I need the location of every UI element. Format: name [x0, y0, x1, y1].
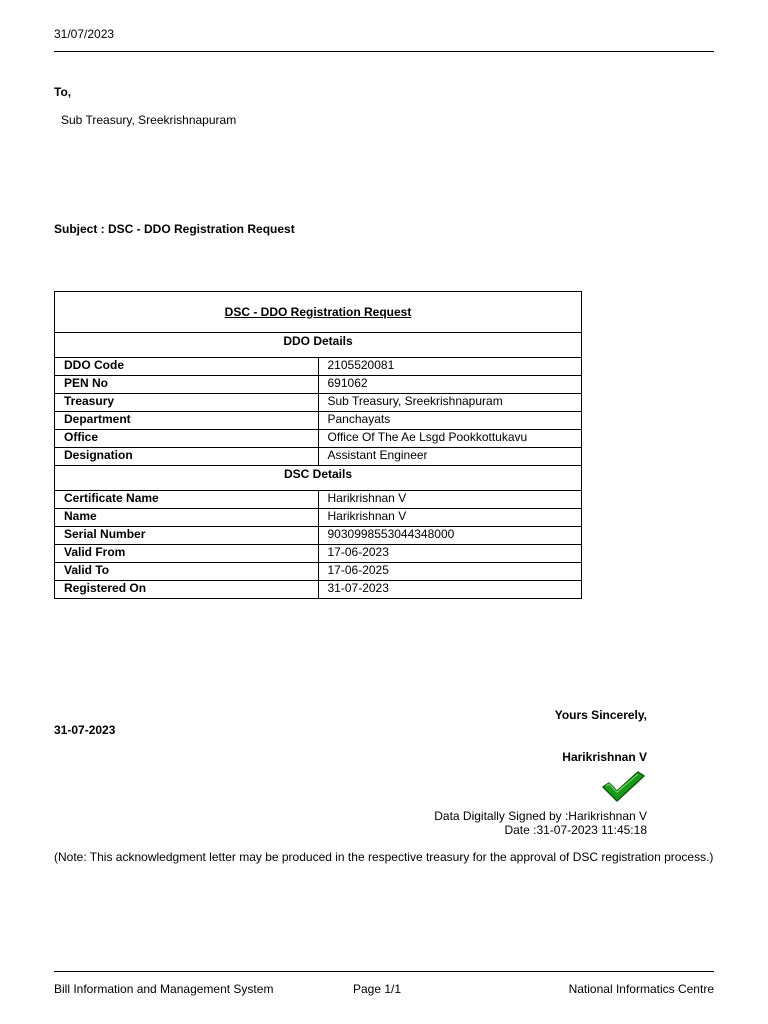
- recipient: Sub Treasury, Sreekrishnapuram: [61, 113, 237, 127]
- signed-date: Date :31-07-2023 11:45:18: [504, 823, 647, 837]
- table-row: [55, 376, 582, 394]
- row-label: Treasury: [55, 394, 319, 412]
- table-row: [55, 581, 582, 599]
- table-row: [55, 394, 582, 412]
- footer-org: National Informatics Centre: [568, 982, 714, 996]
- dsc-section-header: DSC Details: [55, 466, 582, 491]
- row-value: Harikrishnan V: [318, 491, 582, 509]
- row-label: PEN No: [55, 376, 319, 394]
- footer-system: Bill Information and Management System: [54, 982, 274, 996]
- to-label: To,: [54, 85, 72, 99]
- row-label: Valid From: [55, 545, 319, 563]
- row-label: Registered On: [55, 581, 319, 599]
- header-divider: [54, 51, 714, 52]
- row-label: DDO Code: [55, 358, 319, 376]
- signed-by: Data Digitally Signed by :Harikrishnan V: [434, 809, 647, 823]
- table-row: [55, 358, 582, 376]
- table-row: [55, 412, 582, 430]
- footer-page: Page 1/1: [353, 982, 402, 996]
- row-value: 9030998553044348000: [318, 527, 582, 545]
- closing-date: 31-07-2023: [54, 723, 116, 737]
- table-row: [55, 430, 582, 448]
- row-value: 17-06-2023: [318, 545, 582, 563]
- subject-line: Subject : DSC - DDO Registration Request: [54, 222, 295, 236]
- row-value: 17-06-2025: [318, 563, 582, 581]
- table-title: DSC - DDO Registration Request: [55, 292, 582, 333]
- row-label: Serial Number: [55, 527, 319, 545]
- ddo-section-header: DDO Details: [55, 333, 582, 358]
- registration-table: [54, 291, 582, 599]
- row-value: 2105520081: [318, 358, 582, 376]
- row-label: Designation: [55, 448, 319, 466]
- yours-sincerely: Yours Sincerely,: [554, 708, 647, 722]
- table-row: [55, 527, 582, 545]
- row-value: Panchayats: [318, 412, 582, 430]
- row-value: Sub Treasury, Sreekrishnapuram: [318, 394, 582, 412]
- row-label: Certificate Name: [55, 491, 319, 509]
- row-label: Office: [55, 430, 319, 448]
- table-row: [55, 509, 582, 527]
- table-row: [55, 545, 582, 563]
- checkmark-icon: [600, 770, 646, 804]
- header-date: 31/07/2023: [54, 27, 115, 41]
- row-label: Valid To: [55, 563, 319, 581]
- row-label: Department: [55, 412, 319, 430]
- row-value: Assistant Engineer: [318, 448, 582, 466]
- row-value: Harikrishnan V: [318, 509, 582, 527]
- signer-name: Harikrishnan V: [562, 750, 647, 764]
- table-row: [55, 563, 582, 581]
- row-label: Name: [55, 509, 319, 527]
- acknowledgment-note: (Note: This acknowledgment letter may be produced in the respective treasury for the approval of DSC registration process.): [54, 850, 714, 864]
- row-value: 691062: [318, 376, 582, 394]
- footer-divider: [54, 971, 714, 972]
- table-row: [55, 448, 582, 466]
- table-row: [55, 491, 582, 509]
- row-value: 31-07-2023: [318, 581, 582, 599]
- row-value: Office Of The Ae Lsgd Pookkottukavu: [318, 430, 582, 448]
